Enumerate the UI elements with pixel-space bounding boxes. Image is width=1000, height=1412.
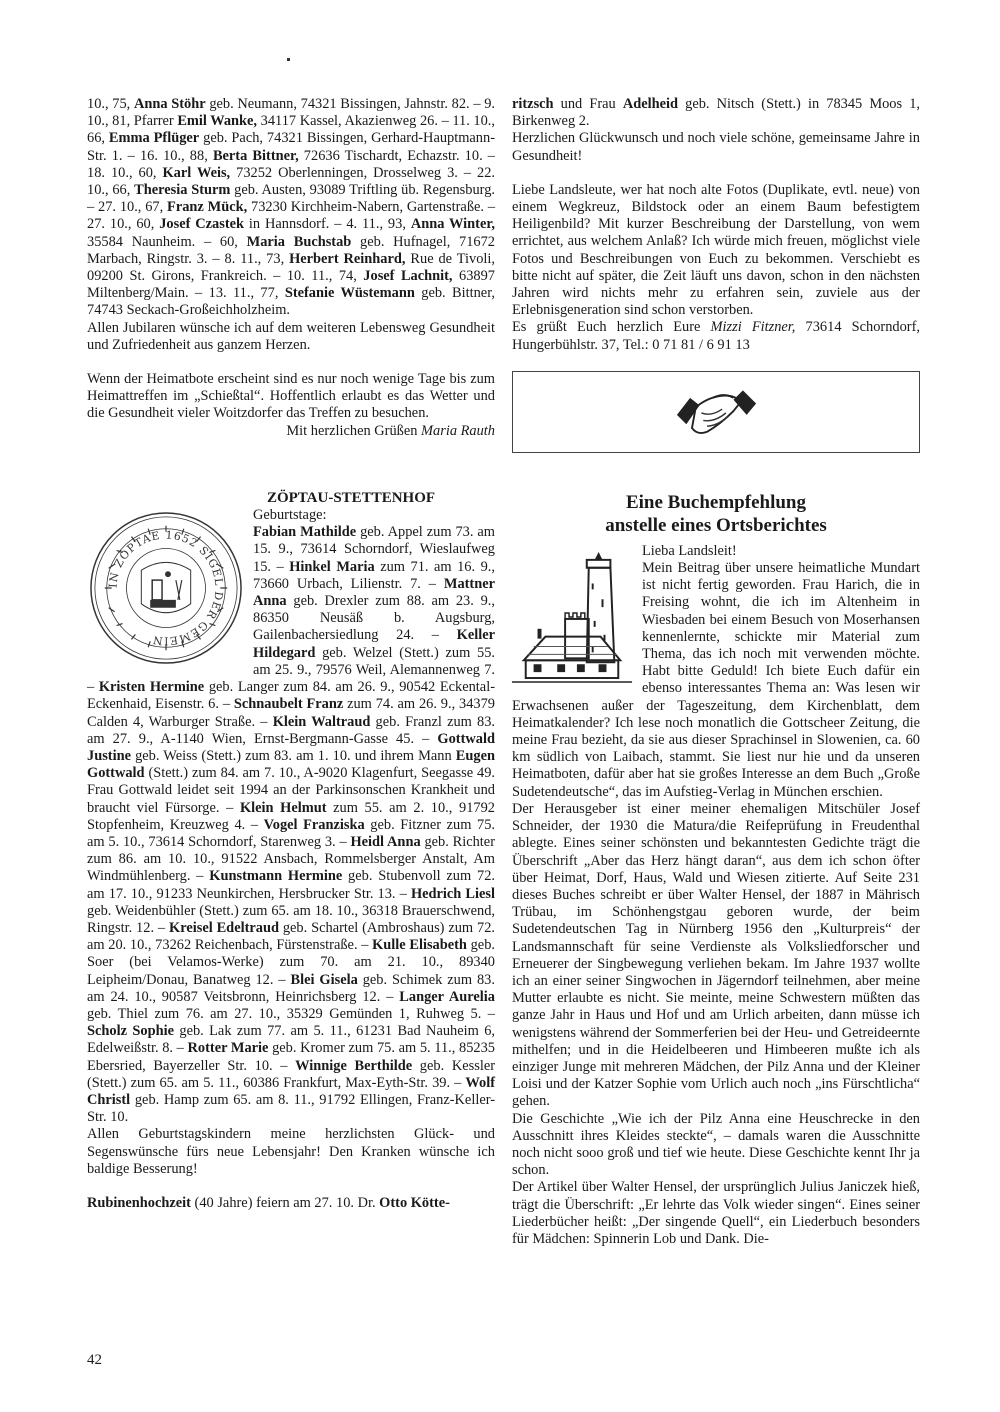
handshake-icon bbox=[669, 379, 764, 445]
person-name: Keller Hildegard bbox=[253, 627, 495, 661]
person-name: Rubinenhochzeit bbox=[87, 1194, 191, 1211]
greeting-name: Mizzi Fitzner, bbox=[710, 319, 796, 336]
seal-icon bbox=[87, 509, 245, 667]
article-paragraph-1: Mein Beitrag über unsere heimatliche Mundart ist nicht fertig geworden. Frau Harich, die in Freising wohnt, die ich im Altenheim in Wiesbaden bei einem Besuch von Moserhansen kennenlernte, schickte mir Material zum Thema, das ich noch mit verwenden möchte. Habt bitte Geduld! Ich biete Euch dafür ein ebenso interessantes Thema an: Was lesen wir Erwachsenen außer der Tageszeitung, dem Kirchenblatt, dem Heimatkalender? Ich lese noch monatlich die Gottscheer Zeitung, die meine Frau bezieht, da sie aus dieser Sprachinsel in Slowenien, ca. 60 km südlich von Laibach, stammt. Sie liest nur hie und da unseren Heimatboten, dafür aber hat sie großes Interesse an dem Buch „Große Sudetendeutsche“, das im Aufstieg-Verlag in München erschien. bbox=[512, 560, 920, 800]
person-name: Hinkel Maria bbox=[289, 558, 375, 575]
person-name: Blei Gisela bbox=[290, 971, 358, 988]
subtitle-geburtstage: Geburtstage: bbox=[253, 507, 327, 524]
person-name: Theresia Sturm bbox=[134, 182, 231, 199]
tower-icon bbox=[508, 543, 636, 688]
person-name: Josef Czastek bbox=[159, 216, 245, 233]
person-name: Adelheid bbox=[622, 96, 679, 112]
person-name: Josef Lachnit, bbox=[363, 268, 453, 285]
person-name: Karl Weis, bbox=[162, 164, 231, 181]
signature-prefix: Mit herzlichen Grüßen bbox=[286, 422, 418, 439]
person-name: Heidl Anna bbox=[350, 833, 421, 850]
person-name: Mattner Anna bbox=[253, 575, 495, 610]
person-name: Herbert Reinhard, bbox=[289, 250, 406, 267]
person-name: Franz Mück, bbox=[167, 199, 248, 216]
heimattreffen-text: Wenn der Heimatbote erscheint sind es nur noch wenige Tage bis zum Heimattreffen im „Schießtal“. Hoffentlich erlaubt es das Wetter und die Gesundheit vieler Woitzdorfer das Treffen zu besuchen. bbox=[87, 371, 495, 422]
person-name: Vogel Franziska bbox=[263, 816, 365, 833]
person-name: Stefanie Wüstemann bbox=[284, 285, 415, 302]
svg-text:IN ZÖPTAE 1652 SIGEL DER GEMEI: IN ZÖPTAE 1652 SIGEL DER GEMEIN bbox=[106, 528, 226, 648]
signature-name: Maria Rauth bbox=[421, 422, 495, 439]
person-name: ritzsch bbox=[512, 96, 554, 112]
anniversary-continued: ritzsch und Frau Adelheid geb. Nitsch (Stett.) in 78345 Moos 1, Birkenweg 2. bbox=[512, 96, 921, 130]
person-name: Kreisel Edeltraud bbox=[169, 919, 279, 936]
person-name: Fabian Mathilde bbox=[253, 524, 357, 541]
anniversary-notice: Rubinenhochzeit (40 Jahre) feiern am 27. 10. Dr. Otto Kötte- bbox=[87, 1194, 450, 1211]
page-number: 42 bbox=[87, 1352, 102, 1368]
birthday-list-continued: 10., 75, Anna Stöhr geb. Neumann, 74321 Bissingen, Jahnstr. 82. – 9. 10., 81, Pfarrer Emil Wanke, 34117 Kassel, Akazienweg 26. – 11. 10., 66, Emma Pflüger geb. Pach, 74321 Bissingen, Gerhard-Hauptmann-Str. 1. – 16. 10., 88, Berta Bittner, 72636 Tischardt, Echazstr. 10. – 18. 10., 60, Karl Weis, 73252 Oberlenningen, Drosselweg 3. – 22. 10., 66, Theresia Sturm geb. Austen, 93089 Triftling üb. Regensburg. – 27. 10., 67, Franz Mück, 73230 Kirchheim-Nabern, Gartenstraße. – 27. 10., 60, Josef Czastek in Hannsdorf. – 4. 11., 93, Anna Winter, 35584 Naunheim. – 60, Maria Buchstab geb. Hufnagel, 71672 Marbach, Ringstr. 3. – 8. 11., 73, Herbert Reinhard, Rue de Tivoli, 09200 St. Girons, Frankreich. – 10. 11., 74, Josef Lachnit, 63897 Miltenberg/Main. – 13. 11., 77, Stefanie Wüstemann geb. Bittner, 74743 Seckach-Großeichholzheim. bbox=[87, 96, 496, 319]
person-name: Eugen Gottwald bbox=[87, 747, 495, 782]
article-paragraph-3: Die Geschichte „Wie ich der Pilz Anna eine Heuschrecke in den Ausschnitt ihres Kleides steckte“, – damals waren die Ausschnitte noch nicht sooo groß und tief wie heute. Diese Geschichte kennt Ihr ja schon. bbox=[512, 1110, 920, 1179]
person-name: Anna Stöhr bbox=[133, 96, 206, 112]
person-name: Schnaubelt Franz bbox=[233, 696, 344, 713]
left-column bbox=[87, 96, 495, 1212]
person-name: Anna Winter, bbox=[410, 216, 496, 233]
jubilare-wish: Allen Jubilaren wünsche ich auf dem weiteren Lebensweg Gesundheit und Zufriedenheit aus ganzem Herzen. bbox=[87, 319, 495, 353]
article-title: Eine Buchempfehlung anstelle eines Ortsberichtes bbox=[605, 491, 827, 536]
person-name: Kulle Elisabeth bbox=[372, 937, 467, 954]
congrats-text: Herzlichen Glückwunsch und noch viele schöne, gemeinsame Jahre in Gesundheit! bbox=[512, 130, 920, 164]
person-name: Emma Pflüger bbox=[108, 130, 200, 147]
article-salutation: Lieba Landsleit! bbox=[642, 542, 737, 559]
person-name: Klein Waltraud bbox=[272, 713, 371, 730]
person-name: Maria Buchstab bbox=[246, 233, 352, 250]
person-name: Rotter Marie bbox=[187, 1040, 269, 1057]
tower-illustration bbox=[508, 543, 636, 688]
person-name: Hedrich Liesl bbox=[410, 885, 496, 902]
article-paragraph-2: Der Herausgeber ist einer meiner ehemaligen Mitschüler Josef Schneider, der 1930 die Matura/die Reifeprüfung in Freudenthal ablegte. Eines seiner schönsten und bekanntesten Gedichte trägt die Überschrift „Aber das Herz hängt daran“, aus dem ich schon öfter über Heimat, Dorf, Haus, Wald und Wiesen zitierte. Auf Seite 231 dieses Buches schreibt er über Walter Hensel, der 1887 in Mährisch Trübau, im Schönhengstgau geboren wurde, der beim Sudetendeutschen Tag in Nürnberg 1956 den „Kulturpreis“ der Landsmannschaft für seine Verdienste als Volksliedforscher und Erneuerer der Singbewegung verliehen bekam. Im Jahre 1937 wollte ich an einer seiner Singwochen in Jägerndorf teilnehmen, aber meine Mutter erlaubte es nicht. Sie meinte, meine Schwestern müßten das ganze Jahr in Haus und Hof und am Urlich arbeiten, dann müsse ich wenigstens während der Sommerferien bei der Heu- und Getreideernte mithelfen; und in die Heidelbeeren und Himbeeren mußte ich als einziger Junge mit mehreren Mädchen, der Pilz Anna und der Kleiner Loisi und der Katzer Sophie vom Urlich auch noch „ins Fürschtlicha“ gehen. bbox=[512, 800, 920, 1110]
person-name: Berta Bittner, bbox=[212, 147, 299, 164]
person-name: Langer Aurelia bbox=[399, 988, 495, 1005]
scan-speck bbox=[287, 58, 290, 61]
person-name: Winnige Berthilde bbox=[295, 1057, 413, 1074]
person-name: Otto Kötte- bbox=[379, 1194, 450, 1211]
article-paragraph-4: Der Artikel über Walter Hensel, der ursprünglich Julius Janiczek hieß, trägt die Überschrift: „Er lehrte das Volk wieder singen“. Eines seiner Liederbücher heißt: „Der singende Quell“, ein Liederbuch besonders für Mädchen: Spinnerin Lob und Dank. Die- bbox=[512, 1179, 920, 1247]
person-name: Klein Helmut bbox=[239, 799, 327, 816]
person-name: Kristen Hermine bbox=[98, 679, 205, 696]
right-column bbox=[512, 96, 920, 1248]
closing-wish: Allen Geburtstagskindern meine herzlichsten Glück- und Segenswünsche fürs neue Lebensjahr! Den Kranken wünsche ich baldige Besserung! bbox=[87, 1126, 495, 1177]
handshake-divider bbox=[512, 371, 920, 453]
person-name: Wolf Christl bbox=[87, 1074, 495, 1108]
zoeptau-birthday-list: Fabian Mathilde geb. Appel zum 73. am 15. 9., 73614 Schorndorf, Wieslaufweg 15. – Hinkel Maria zum 71. am 16. 9., 73660 Urbach, Lilienstr. 7. – Mattner Anna geb. Drexler zum 88. am 23. 9., 86350 Neusäß b. Augsburg, Gailenbachersiedlung 24. – Keller Hildegard geb. Welzel (Stett.) zum 55. am 25. 9., 79576 Weil, Alemannenweg 7. – Kristen Hermine geb. Langer zum 84. am 26. 9., 90542 Eckental-Eckenhaid, Eisenstr. 6. – Schnaubelt Franz zum 74. am 26. 9., 34379 Calden 4, Warburger Straße. – Klein Waltraud geb. Franzl zum 83. am 27. 9., A-1140 Wien, Ernst-Bergmann-Gasse 45. – Gottwald Justine geb. Weiss (Stett.) zum 83. am 1. 10. und ihrem Mann Eugen Gottwald (Stett.) zum 84. am 7. 10., A-9020 Klagenfurt, Seegasse 49. Frau Gottwald leidet seit 1994 an der Parkinsonschen Krankheit und braucht viel Fürsorge. – Klein Helmut zum 55. am 2. 10., 91792 Stopfenheim, Kreuzweg 4. – Vogel Franziska geb. Fitzner zum 75. am 5. 10., 73614 Schorndorf, Starenweg 3. – Heidl Anna geb. Richter zum 86. am 10. 10., 91522 Ansbach, Rommelsberger Anstalt, Am Windmühlenberg. – Kunstmann Hermine geb. Stubenvoll zum 72. am 17. 10., 91233 Neunkirchen, Hersbrucker Str. 13. – Hedrich Liesl geb. Weidenbühler (Stett.) zum 65. am 18. 10., 36318 Brauerschwend, Ringstr. 12. – Kreisel Edeltraud geb. Schartel (Ambroshaus) zum 72. am 20. 10., 73262 Reichenbach, Fürstenstraße. – Kulle Elisabeth geb. Soer (bei Velamos-Werke) zum 70. am 21. 10., 89340 Leipheim/Donau, Banatweg 12. – Blei Gisela geb. Schimek zum 83. am 24. 10., 90587 Veitsbronn, Heinrichsberg 12. – Langer Aurelia geb. Thiel zum 76. am 27. 10., 35329 Gemünden 1, Ruhweg 5. – Scholz Sophie geb. Lak zum 77. am 5. 11., 61231 Bad Nauheim 6, Edelweißstr. 8. – Rotter Marie geb. Kromer zum 75. am 5. 11., 85235 Ebersried, Bayerzeller Str. 10. – Winnige Berthilde geb. Kessler (Stett.) zum 65. am 5. 11., 60386 Frankfurt, Max-Eyth-Str. 39. – Wolf Christl geb. Hamp zum 65. am 8. 11., 91792 Ellingen, Franz-Keller-Str. 10. bbox=[87, 524, 496, 1126]
person-name: Gottwald Justine bbox=[87, 730, 495, 764]
person-name: Kunstmann Hermine bbox=[209, 868, 343, 885]
seal-image bbox=[87, 509, 245, 667]
signature-line bbox=[87, 423, 495, 440]
person-name: Scholz Sophie bbox=[87, 1023, 174, 1040]
photo-request-text: Liebe Landsleute, wer hat noch alte Fotos (Duplikate, evtl. neue) von einem Wegkreuz, Bildstock oder an einem Baum befestigtem Heiligenbild? Mit kurzer Beschreibung der Darstellung, von wem errichtet, aus welchem Anlaß? Ich würde mich freuen, möglichst viele Fotos und Beschreibungen von Euch zu bekommen. Verschiebt es bitte nicht auf später, die Zeit läuft uns davon, schon in den nächsten Jahren wird nichts mehr zu erfahren sein, zuviele aus der Erlebnisgeneration sind schon verstorben. bbox=[512, 181, 920, 319]
person-name: Emil Wanke, bbox=[177, 113, 258, 130]
section-title: ZÖPTAU-STETTENHOF bbox=[266, 489, 436, 506]
greeting-line: Es grüßt Euch herzlich Eure Mizzi Fitzner, 73614 Schorndorf, Hungerbühlstr. 37, Tel.: 0 71 81 / 6 91 13 bbox=[512, 319, 920, 353]
